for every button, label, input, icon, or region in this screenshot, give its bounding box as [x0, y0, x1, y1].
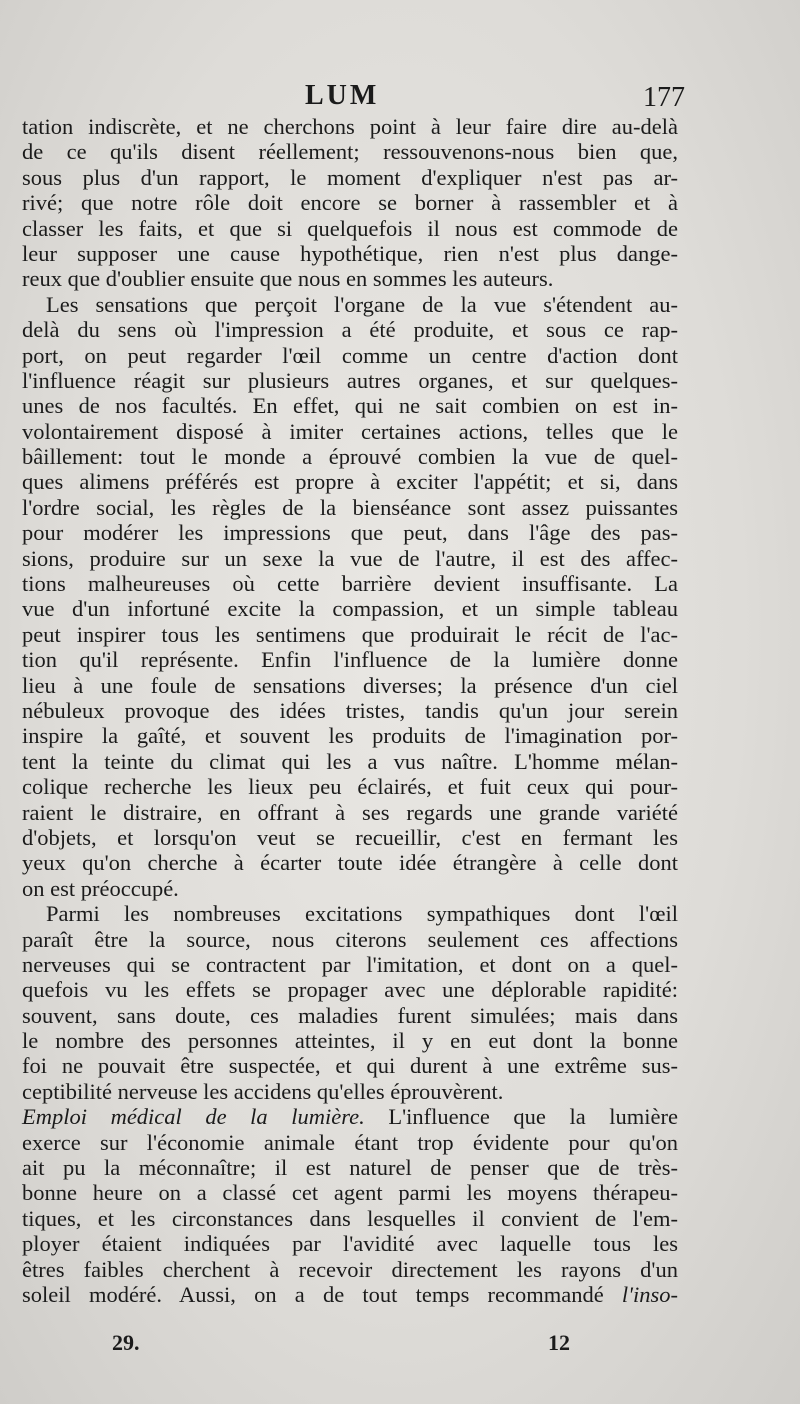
line-text: raient le distraire, en offrant à ses regards une grande variété: [22, 799, 678, 825]
line-text: quefois vu les effets se propager avec une déplorable rapidité:: [22, 977, 678, 1003]
text-line: [22, 469, 678, 494]
text-line: [22, 647, 678, 672]
line-text: tiques, et les circonstances dans lesquelles il convient de l'em-: [22, 1205, 678, 1231]
text-line: [22, 977, 678, 1002]
text-line: [22, 1104, 678, 1129]
line-text: bâillement: tout le monde a éprouvé combien la vue de quel-: [22, 444, 678, 470]
text-line: [22, 1028, 678, 1053]
line-text: Parmi les nombreuses excitations sympathiques dont l'œil: [46, 901, 678, 927]
line-text: nerveuses qui se contractent par l'imitation, et dont on a quel-: [22, 951, 678, 977]
text-line: [22, 1257, 678, 1282]
text-line: [22, 673, 678, 698]
line-text: sous plus d'un rapport, le moment d'expliquer n'est pas ar-: [22, 164, 678, 190]
line-text: d'objets, et lorsqu'on veut se recueillir, c'est en fermant les: [22, 824, 678, 850]
text-line: [22, 698, 678, 723]
line-text: pour modérer les impressions que peut, dans l'âge des pas-: [22, 520, 678, 546]
footer-page-number: 12: [548, 1330, 570, 1355]
text-line: [22, 1206, 678, 1231]
line-text: bonne heure on a classé cet agent parmi les moyens thérapeu-: [22, 1180, 678, 1206]
line-text: vue d'un infortuné excite la compassion, et un simple tableau: [22, 596, 678, 622]
text-line: [22, 622, 678, 647]
text-line: [22, 1155, 678, 1180]
text-line: [22, 800, 678, 825]
running-head: LUM: [305, 80, 380, 111]
text-line: [22, 165, 678, 190]
line-text: delà du sens où l'impression a été produite, et sous ce rap-: [22, 317, 678, 343]
text-line: [22, 393, 678, 418]
line-text: l'influence réagit sur plusieurs autres organes, et sur quelques-: [22, 367, 678, 393]
line-text: paraît être la source, nous citerons seulement ces affections: [22, 926, 678, 952]
signature-mark: 29.: [112, 1330, 140, 1355]
text-line: [22, 139, 678, 164]
page-footer: [0, 1330, 800, 1364]
page-number: 177: [643, 82, 685, 113]
text-line: [22, 1130, 678, 1155]
line-text: unes de nos facultés. En effet, qui ne sait combien on est in-: [22, 393, 678, 419]
text-line: [22, 444, 678, 469]
text-line: [22, 241, 678, 266]
text-line: [22, 292, 678, 317]
line-text: inspire la gaîté, et souvent les produits de l'imagination por-: [22, 723, 678, 749]
text-line: [22, 317, 678, 342]
line-text: reux que d'oublier ensuite que nous en sommes les auteurs.: [22, 266, 554, 292]
italic-heading: Emploi médical de la lumière.: [22, 1104, 365, 1130]
line-text: volontairement disposé à imiter certaines actions, telles que le: [22, 418, 678, 444]
text-line: [22, 876, 678, 901]
text-line: [22, 546, 678, 571]
line-text: de ce qu'ils disent réellement; ressouvenons-nous bien que,: [22, 139, 678, 165]
line-text: ait pu la méconnaître; il est naturel de penser que de très-: [22, 1155, 678, 1181]
text-line: [22, 114, 678, 139]
line-text: port, on peut regarder l'œil comme un centre d'action dont: [22, 342, 678, 368]
text-line: [22, 1053, 678, 1078]
text-line: [22, 266, 678, 291]
line-text: yeux qu'on cherche à écarter toute idée étrangère à celle dont: [22, 850, 678, 876]
line-text: le nombre des personnes atteintes, il y en eut dont la bonne: [22, 1028, 678, 1054]
text-line: [22, 520, 678, 545]
text-line: [22, 1282, 678, 1307]
line-text: souvent, sans doute, ces maladies furent simulées; mais dans: [22, 1002, 678, 1028]
text-line: [22, 190, 678, 215]
line-text: soleil modéré. Aussi, on a de tout temps recommandé: [22, 1281, 622, 1307]
page-header: [0, 80, 800, 116]
text-line: [22, 774, 678, 799]
line-text: ques alimens préférés est propre à exciter l'appétit; et si, dans: [22, 469, 678, 495]
text-line: [22, 723, 678, 748]
text-line: [22, 343, 678, 368]
line-text: l'ordre social, les règles de la bienséance sont assez puissantes: [22, 494, 678, 520]
text-line: [22, 952, 678, 977]
text-line: [22, 368, 678, 393]
text-line: [22, 927, 678, 952]
text-line: [22, 495, 678, 520]
text-line: [22, 825, 678, 850]
text-line: [22, 749, 678, 774]
body-text: [22, 114, 678, 1307]
text-line: [22, 1180, 678, 1205]
italic-heading: l'inso-: [621, 1281, 678, 1307]
line-text: peut inspirer tous les sentimens que produirait le récit de l'ac-: [22, 621, 678, 647]
text-line: [22, 1079, 678, 1104]
text-line: [22, 1003, 678, 1028]
line-text: ployer étaient indiquées par l'avidité avec laquelle tous les: [22, 1231, 678, 1257]
line-text: tions malheureuses où cette barrière devient insuffisante. La: [22, 571, 678, 597]
line-text: foi ne pouvait être suspectée, et qui durent à une extrême sus-: [22, 1053, 678, 1079]
text-line: [22, 216, 678, 241]
line-text: exerce sur l'économie animale étant trop évidente pour qu'on: [22, 1129, 678, 1155]
line-text: leur supposer une cause hypothétique, rien n'est plus dange-: [22, 240, 678, 266]
text-line: [22, 419, 678, 444]
text-line: [22, 596, 678, 621]
line-text: ceptibilité nerveuse les accidens qu'elles éprouvèrent.: [22, 1078, 504, 1104]
line-text: êtres faibles cherchent à recevoir directement les rayons d'un: [22, 1256, 678, 1282]
line-text: lieu à une foule de sensations diverses; la présence d'un ciel: [22, 672, 678, 698]
line-text: nébuleux provoque des idées tristes, tandis qu'un jour serein: [22, 697, 678, 723]
line-text: colique recherche les lieux peu éclairés, et fuit ceux qui pour-: [22, 774, 678, 800]
text-line: [22, 571, 678, 596]
line-text: tent la teinte du climat qui les a vus naître. L'homme mélan-: [22, 748, 678, 774]
line-text: rivé; que notre rôle doit encore se borner à rassembler et à: [22, 190, 678, 216]
text-line: [22, 850, 678, 875]
line-text: Les sensations que perçoit l'organe de la vue s'étendent au-: [46, 291, 678, 317]
line-text: classer les faits, et que si quelquefois il nous est commode de: [22, 215, 678, 241]
line-text: sions, produire sur un sexe la vue de l'autre, il est des affec-: [22, 545, 678, 571]
text-line: [22, 1231, 678, 1256]
text-line: [22, 901, 678, 926]
line-text: tation indiscrète, et ne cherchons point à leur faire dire au-delà: [22, 114, 678, 139]
line-text: tion qu'il représente. Enfin l'influence de la lumière donne: [22, 647, 678, 673]
line-text: L'influence que la lumière: [364, 1104, 678, 1130]
line-text: on est préoccupé.: [22, 875, 179, 901]
